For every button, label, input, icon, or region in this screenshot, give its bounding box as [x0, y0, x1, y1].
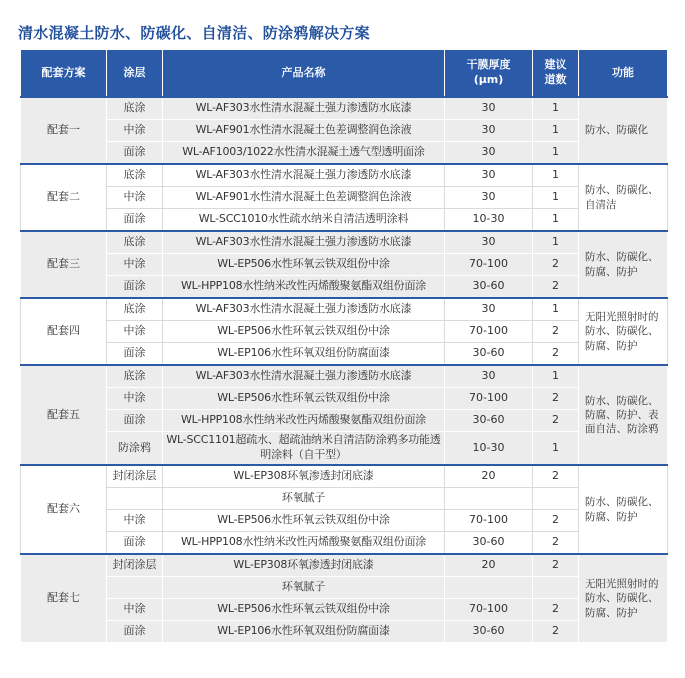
product-cell: WL-HPP108水性纳米改性丙烯酸聚氨酯双组份面涂 — [163, 532, 445, 555]
product-cell: WL-AF303水性清水混凝土强力渗透防水底漆 — [163, 164, 445, 187]
coats-cell: 2 — [533, 510, 579, 532]
layer-cell: 面涂 — [107, 276, 163, 299]
table-row — [21, 410, 668, 432]
coats-cell: 2 — [533, 621, 579, 643]
product-cell: WL-EP506水性环氧云铁双组份中涂 — [163, 321, 445, 343]
scheme-cell: 配套五 — [21, 365, 107, 465]
table-row — [21, 599, 668, 621]
coats-cell: 2 — [533, 410, 579, 432]
product-cell: WL-AF303水性清水混凝土强力渗透防水底漆 — [163, 298, 445, 321]
layer-cell: 中涂 — [107, 120, 163, 142]
header-layer: 涂层 — [107, 50, 163, 98]
thickness-cell: 70-100 — [445, 510, 533, 532]
table-row — [21, 209, 668, 232]
table-row — [21, 164, 668, 187]
header-thickness: 干膜厚度 (μm) — [445, 50, 533, 98]
thickness-cell: 70-100 — [445, 321, 533, 343]
product-cell: WL-AF303水性清水混凝土强力渗透防水底漆 — [163, 365, 445, 388]
table-row — [21, 532, 668, 555]
coats-cell: 2 — [533, 532, 579, 555]
table-row — [21, 432, 668, 466]
thickness-cell: 20 — [445, 554, 533, 577]
product-cell: WL-EP308环氧渗透封闭底漆 — [163, 554, 445, 577]
layer-cell: 中涂 — [107, 599, 163, 621]
function-cell: 防水、防碳化、自清洁 — [579, 164, 668, 231]
function-cell: 防水、防碳化、防腐、防护 — [579, 465, 668, 554]
page-title: 清水混凝土防水、防碳化、自清洁、防涂鸦解决方案 — [18, 24, 370, 42]
solutions-table — [20, 49, 668, 643]
layer-cell: 中涂 — [107, 254, 163, 276]
thickness-cell: 70-100 — [445, 388, 533, 410]
coats-cell: 1 — [533, 142, 579, 165]
product-cell: WL-AF901水性清水混凝土色差调整润色涂液 — [163, 120, 445, 142]
product-cell: WL-EP506水性环氧云铁双组份中涂 — [163, 388, 445, 410]
scheme-cell: 配套七 — [21, 554, 107, 643]
coats-cell: 2 — [533, 321, 579, 343]
coats-cell: 2 — [533, 465, 579, 488]
coats-cell: 2 — [533, 343, 579, 366]
thickness-cell: 30-60 — [445, 343, 533, 366]
thickness-cell — [445, 488, 533, 510]
function-cell: 防水、防碳化 — [579, 97, 668, 164]
thickness-cell: 30 — [445, 298, 533, 321]
coats-cell — [533, 577, 579, 599]
coats-cell: 1 — [533, 298, 579, 321]
table-row — [21, 577, 668, 599]
table-row — [21, 298, 668, 321]
product-cell: WL-HPP108水性纳米改性丙烯酸聚氨酯双组份面涂 — [163, 276, 445, 299]
coats-cell: 1 — [533, 231, 579, 254]
layer-cell: 面涂 — [107, 209, 163, 232]
table-body — [21, 97, 668, 643]
coats-cell — [533, 488, 579, 510]
table-row — [21, 554, 668, 577]
scheme-cell: 配套四 — [21, 298, 107, 365]
thickness-cell: 30 — [445, 187, 533, 209]
layer-cell: 面涂 — [107, 621, 163, 643]
product-cell: 环氧腻子 — [163, 577, 445, 599]
thickness-cell: 30-60 — [445, 410, 533, 432]
table-header-row — [21, 50, 668, 98]
layer-cell: 底涂 — [107, 97, 163, 120]
function-cell: 防水、防碳化、防腐、防护、表面自洁、防涂鸦 — [579, 365, 668, 465]
table-row — [21, 231, 668, 254]
thickness-cell: 70-100 — [445, 599, 533, 621]
thickness-cell: 30 — [445, 365, 533, 388]
product-cell: WL-EP106水性环氧双组份防腐面漆 — [163, 621, 445, 643]
coats-cell: 1 — [533, 164, 579, 187]
coats-cell: 2 — [533, 276, 579, 299]
product-cell: WL-AF303水性清水混凝土强力渗透防水底漆 — [163, 231, 445, 254]
table-row — [21, 343, 668, 366]
scheme-cell: 配套六 — [21, 465, 107, 554]
function-cell: 防水、防碳化、防腐、防护 — [579, 231, 668, 298]
thickness-cell: 30 — [445, 164, 533, 187]
coats-cell: 1 — [533, 365, 579, 388]
table-row — [21, 120, 668, 142]
coats-cell: 1 — [533, 432, 579, 466]
layer-cell: 面涂 — [107, 532, 163, 555]
layer-cell: 面涂 — [107, 410, 163, 432]
coats-cell: 2 — [533, 388, 579, 410]
product-cell: WL-EP308环氧渗透封闭底漆 — [163, 465, 445, 488]
header-product: 产品名称 — [163, 50, 445, 98]
product-cell: 环氧腻子 — [163, 488, 445, 510]
header-scheme: 配套方案 — [21, 50, 107, 98]
table-row — [21, 187, 668, 209]
layer-cell: 中涂 — [107, 321, 163, 343]
table-row — [21, 321, 668, 343]
thickness-cell: 30 — [445, 120, 533, 142]
coats-cell: 1 — [533, 120, 579, 142]
coats-cell: 1 — [533, 187, 579, 209]
layer-cell: 封闭涂层 — [107, 465, 163, 488]
coats-cell: 2 — [533, 254, 579, 276]
layer-cell — [107, 577, 163, 599]
thickness-cell: 70-100 — [445, 254, 533, 276]
table-row — [21, 388, 668, 410]
table-row — [21, 254, 668, 276]
table-row — [21, 510, 668, 532]
function-cell: 无阳光照射时的防水、防碳化、防腐、防护 — [579, 298, 668, 365]
coats-cell: 2 — [533, 599, 579, 621]
thickness-cell: 30 — [445, 231, 533, 254]
product-cell: WL-SCC1101超疏水、超疏油纳米自清洁防涂鸦多功能透明涂料（自干型） — [163, 432, 445, 466]
table-row — [21, 465, 668, 488]
layer-cell — [107, 488, 163, 510]
product-cell: WL-AF901水性清水混凝土色差调整润色涂液 — [163, 187, 445, 209]
layer-cell: 中涂 — [107, 388, 163, 410]
product-cell: WL-EP506水性环氧云铁双组份中涂 — [163, 510, 445, 532]
layer-cell: 封闭涂层 — [107, 554, 163, 577]
table-row — [21, 365, 668, 388]
layer-cell: 底涂 — [107, 231, 163, 254]
table-row — [21, 621, 668, 643]
function-cell: 无阳光照射时的防水、防碳化、防腐、防护 — [579, 554, 668, 643]
product-cell: WL-EP106水性环氧双组份防腐面漆 — [163, 343, 445, 366]
layer-cell: 底涂 — [107, 365, 163, 388]
layer-cell: 防涂鸦 — [107, 432, 163, 466]
product-cell: WL-EP506水性环氧云铁双组份中涂 — [163, 254, 445, 276]
table-row — [21, 97, 668, 120]
layer-cell: 中涂 — [107, 187, 163, 209]
product-cell: WL-AF1003/1022水性清水混凝土透气型透明面涂 — [163, 142, 445, 165]
product-cell: WL-AF303水性清水混凝土强力渗透防水底漆 — [163, 97, 445, 120]
header-function: 功能 — [579, 50, 668, 98]
product-cell: WL-SCC1010水性疏水纳米自清洁透明涂料 — [163, 209, 445, 232]
product-cell: WL-EP506水性环氧云铁双组份中涂 — [163, 599, 445, 621]
scheme-cell: 配套一 — [21, 97, 107, 164]
thickness-cell: 20 — [445, 465, 533, 488]
scheme-cell: 配套三 — [21, 231, 107, 298]
thickness-cell: 10-30 — [445, 209, 533, 232]
coats-cell: 1 — [533, 209, 579, 232]
thickness-cell — [445, 577, 533, 599]
layer-cell: 面涂 — [107, 343, 163, 366]
header-coats: 建议 道数 — [533, 50, 579, 98]
layer-cell: 底涂 — [107, 164, 163, 187]
thickness-cell: 10-30 — [445, 432, 533, 466]
product-cell: WL-HPP108水性纳米改性丙烯酸聚氨酯双组份面涂 — [163, 410, 445, 432]
coats-cell: 2 — [533, 554, 579, 577]
coats-cell: 1 — [533, 97, 579, 120]
thickness-cell: 30 — [445, 97, 533, 120]
layer-cell: 面涂 — [107, 142, 163, 165]
thickness-cell: 30-60 — [445, 621, 533, 643]
layer-cell: 中涂 — [107, 510, 163, 532]
thickness-cell: 30-60 — [445, 532, 533, 555]
scheme-cell: 配套二 — [21, 164, 107, 231]
thickness-cell: 30-60 — [445, 276, 533, 299]
table-row — [21, 276, 668, 299]
table-row — [21, 142, 668, 165]
thickness-cell: 30 — [445, 142, 533, 165]
table-row — [21, 488, 668, 510]
layer-cell: 底涂 — [107, 298, 163, 321]
